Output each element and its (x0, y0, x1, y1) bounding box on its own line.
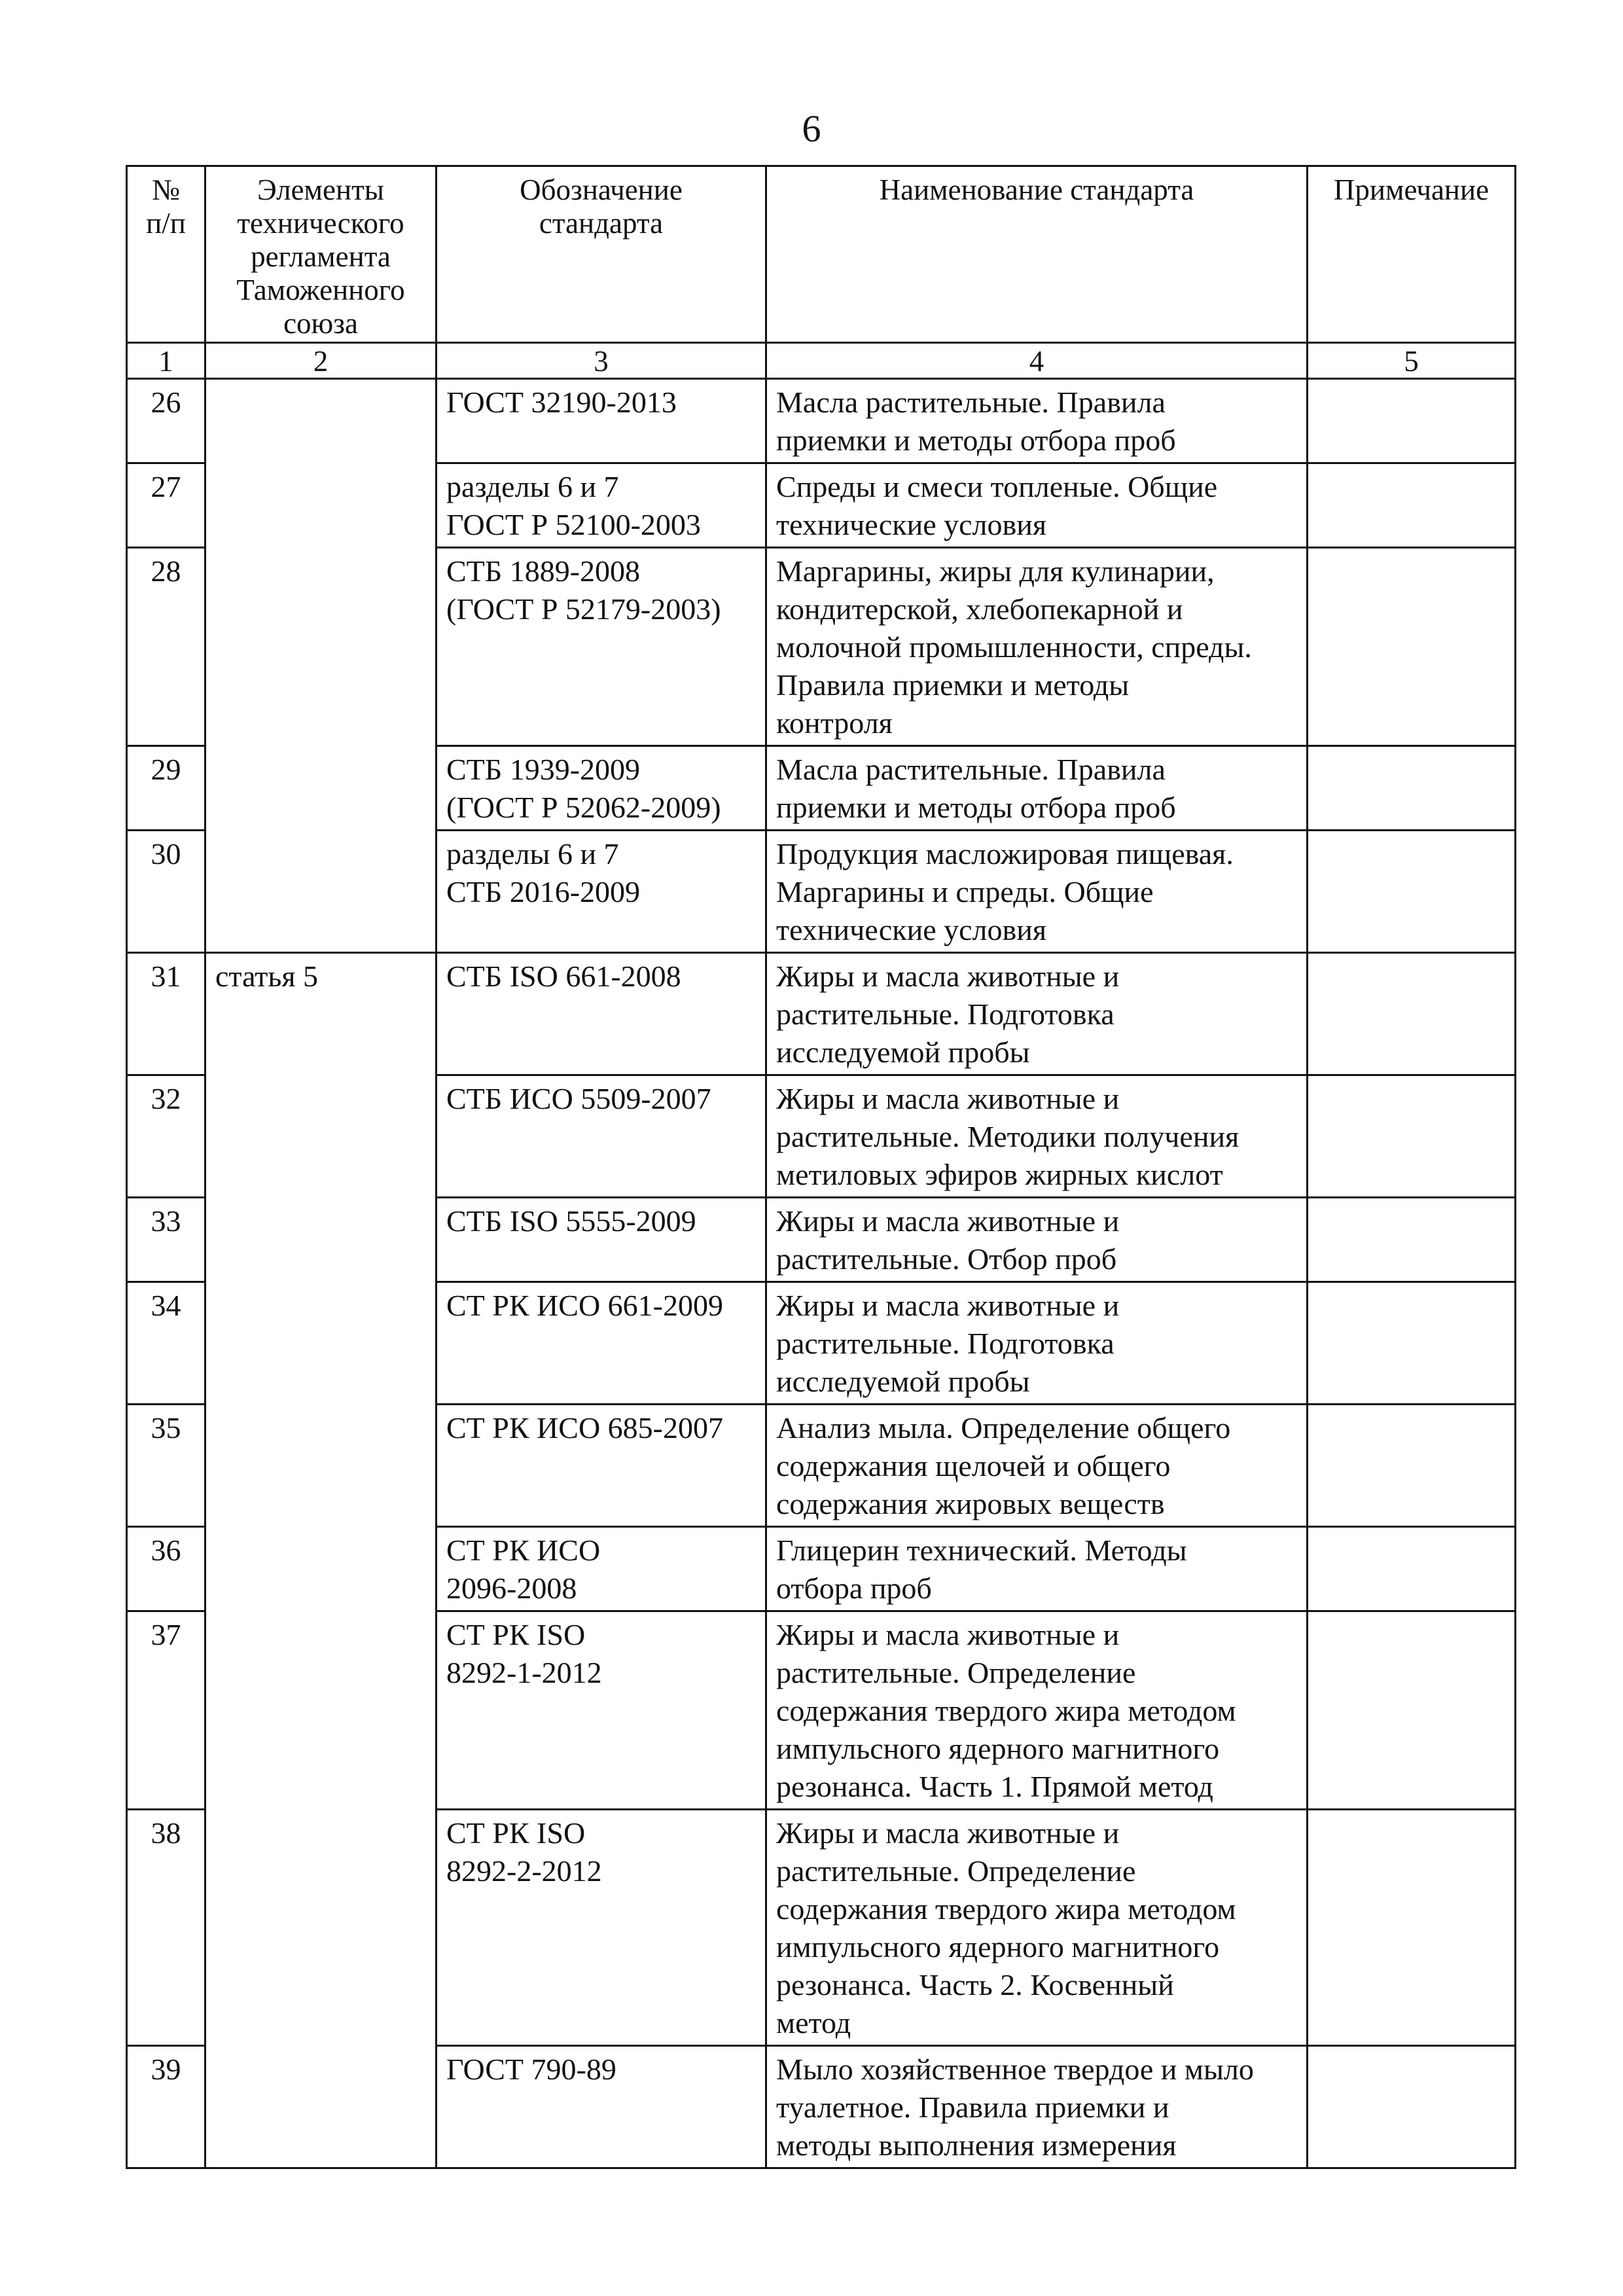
note (1308, 463, 1516, 548)
name-line: приемки и методы отбора проб (776, 423, 1176, 457)
regulation-element (205, 379, 437, 953)
note (1308, 1810, 1516, 2046)
note (1308, 1527, 1516, 1611)
header-line: Обозначение (520, 173, 683, 206)
standard-name (766, 463, 1308, 548)
name-line: туалетное. Правила приемки и (776, 2090, 1169, 2124)
designation-line: ГОСТ Р 52100-2003 (446, 508, 701, 541)
name-line: содержания твердого жира методом (776, 1694, 1236, 1727)
row-number: 31 (127, 953, 205, 1075)
name-line: импульсного ядерного магнитного (776, 1732, 1220, 1765)
name-line: приемки и методы отбора проб (776, 791, 1176, 824)
name-line: Продукция масложировая пищевая. (776, 837, 1234, 870)
header-note (1308, 166, 1516, 343)
name-line: импульсного ядерного магнитного (776, 1930, 1220, 1964)
header-regulation-elements (205, 166, 437, 343)
row-number: 30 (127, 831, 205, 953)
name-line: Масла растительные. Правила (776, 753, 1166, 786)
standard-designation (437, 746, 766, 831)
designation-line: 8292-1-2012 (446, 1656, 602, 1689)
designation-line: СТ РК ИСО (446, 1534, 601, 1567)
name-line: растительные. Методики получения (776, 1120, 1240, 1153)
name-line: растительные. Подготовка (776, 997, 1115, 1031)
designation-line: СТБ ISO 5555-2009 (446, 1204, 696, 1238)
note (1308, 379, 1516, 463)
name-line: Мыло хозяйственное твердое и мыло (776, 2053, 1254, 2086)
standard-name (766, 379, 1308, 463)
header-standard-designation (437, 166, 766, 343)
standard-name (766, 548, 1308, 746)
designation-line: СТБ 1939-2009 (446, 753, 641, 786)
name-line: растительные. Определение (776, 1854, 1136, 1888)
name-line: Жиры и масла животные и (776, 1816, 1120, 1850)
name-line: Глицерин технический. Методы (776, 1534, 1187, 1567)
designation-line: ГОСТ 790-89 (446, 2053, 616, 2086)
name-line: растительные. Определение (776, 1656, 1136, 1689)
designation-line: (ГОСТ Р 52179-2003) (446, 592, 721, 626)
standard-designation (437, 379, 766, 463)
note (1308, 1282, 1516, 1405)
standard-designation (437, 1810, 766, 2046)
note (1308, 1611, 1516, 1810)
standard-name (766, 953, 1308, 1075)
standard-name (766, 746, 1308, 831)
name-line: содержания жировых веществ (776, 1487, 1165, 1520)
name-line: растительные. Подготовка (776, 1327, 1115, 1360)
note (1308, 548, 1516, 746)
table-header-row (127, 166, 1516, 343)
row-number: 34 (127, 1282, 205, 1405)
name-line: методы выполнения измерения (776, 2128, 1177, 2162)
designation-line: (ГОСТ Р 52062-2009) (446, 791, 721, 824)
header-line: п/п (146, 207, 186, 240)
standard-designation (437, 2046, 766, 2168)
designation-line: 8292-2-2012 (446, 1854, 602, 1888)
standard-designation (437, 1198, 766, 1282)
name-line: растительные. Отбор проб (776, 1242, 1117, 1276)
standard-name (766, 1527, 1308, 1611)
standard-name (766, 1075, 1308, 1198)
name-line: Анализ мыла. Определение общего (776, 1411, 1231, 1444)
header-line: союза (283, 307, 358, 340)
name-line: Маргарины, жиры для кулинарии, (776, 554, 1215, 588)
note (1308, 2046, 1516, 2168)
name-line: Спреды и смеси топленые. Общие (776, 470, 1218, 503)
table-row (127, 379, 1516, 463)
standard-name (766, 831, 1308, 953)
designation-line: 2096-2008 (446, 1571, 577, 1605)
designation-line: СТ РК ISO (446, 1816, 586, 1850)
row-number: 39 (127, 2046, 205, 2168)
standard-name (766, 2046, 1308, 2168)
note (1308, 1075, 1516, 1198)
designation-line: СТБ ISO 661-2008 (446, 960, 681, 993)
column-numbers-row (127, 343, 1516, 379)
column-number: 4 (766, 343, 1308, 379)
note (1308, 1405, 1516, 1527)
designation-line: СТ РК ИСО 685-2007 (446, 1411, 723, 1444)
name-line: содержания твердого жира методом (776, 1892, 1236, 1926)
column-number: 1 (127, 343, 205, 379)
name-line: отбора проб (776, 1571, 932, 1605)
note (1308, 831, 1516, 953)
name-line: технические условия (776, 508, 1047, 541)
row-number: 27 (127, 463, 205, 548)
note (1308, 953, 1516, 1075)
standard-name (766, 1611, 1308, 1810)
designation-line: разделы 6 и 7 (446, 837, 619, 870)
standard-designation (437, 1282, 766, 1405)
header-line: стандарта (539, 207, 664, 240)
designation-line: СТБ 2016-2009 (446, 875, 641, 908)
name-line: Масла растительные. Правила (776, 386, 1166, 419)
standard-name (766, 1282, 1308, 1405)
name-line: кондитерской, хлебопекарной и (776, 592, 1183, 626)
designation-line: СТ РК ISO (446, 1618, 586, 1651)
row-number: 36 (127, 1527, 205, 1611)
row-number: 28 (127, 548, 205, 746)
name-line: резонанса. Часть 2. Косвенный (776, 1968, 1174, 2001)
note (1308, 746, 1516, 831)
name-line: резонанса. Часть 1. Прямой метод (776, 1770, 1213, 1803)
name-line: Жиры и масла животные и (776, 1289, 1120, 1322)
standards-table (126, 165, 1516, 2169)
designation-line: ГОСТ 32190-2013 (446, 386, 677, 419)
header-line: № (152, 173, 180, 206)
standard-designation (437, 463, 766, 548)
standard-name (766, 1198, 1308, 1282)
row-number: 32 (127, 1075, 205, 1198)
name-line: Маргарины и спреды. Общие (776, 875, 1154, 908)
column-number: 5 (1308, 343, 1516, 379)
standard-designation (437, 1405, 766, 1527)
header-line: Таможенного (236, 274, 405, 306)
name-line: контроля (776, 706, 893, 740)
row-number: 29 (127, 746, 205, 831)
standard-designation (437, 548, 766, 746)
row-number: 26 (127, 379, 205, 463)
note (1308, 1198, 1516, 1282)
name-line: Жиры и масла животные и (776, 960, 1120, 993)
standard-name (766, 1810, 1308, 2046)
name-line: технические условия (776, 913, 1047, 946)
column-number: 2 (205, 343, 437, 379)
name-line: Жиры и масла животные и (776, 1082, 1120, 1115)
row-number: 38 (127, 1810, 205, 2046)
name-line: Жиры и масла животные и (776, 1618, 1120, 1651)
standard-name (766, 1405, 1308, 1527)
header-line: Элементы (257, 173, 384, 206)
name-line: метод (776, 2006, 851, 2039)
name-line: метиловых эфиров жирных кислот (776, 1158, 1223, 1191)
name-line: молочной промышленности, спреды. (776, 630, 1252, 664)
name-line: Правила приемки и методы (776, 668, 1130, 702)
standard-designation (437, 953, 766, 1075)
table-body (127, 379, 1516, 2168)
header-line: технического (237, 207, 404, 240)
column-number: 3 (437, 343, 766, 379)
standard-designation (437, 1611, 766, 1810)
regulation-element: статья 5 (205, 953, 437, 2168)
name-line: содержания щелочей и общего (776, 1449, 1171, 1482)
header-row-number (127, 166, 205, 343)
standard-designation (437, 1527, 766, 1611)
designation-line: разделы 6 и 7 (446, 470, 619, 503)
header-line: Примечание (1333, 173, 1489, 206)
table-row (127, 953, 1516, 1075)
header-line: регламента (251, 240, 391, 273)
designation-line: СТБ 1889-2008 (446, 554, 641, 588)
standard-designation (437, 1075, 766, 1198)
page-number: 6 (802, 107, 821, 150)
row-number: 35 (127, 1405, 205, 1527)
name-line: исследуемой пробы (776, 1035, 1030, 1069)
row-number: 37 (127, 1611, 205, 1810)
name-line: Жиры и масла животные и (776, 1204, 1120, 1238)
header-standard-name (766, 166, 1308, 343)
row-number: 33 (127, 1198, 205, 1282)
name-line: исследуемой пробы (776, 1365, 1030, 1398)
designation-line: СТБ ИСО 5509-2007 (446, 1082, 711, 1115)
standard-designation (437, 831, 766, 953)
designation-line: СТ РК ИСО 661-2009 (446, 1289, 723, 1322)
header-line: Наименование стандарта (879, 173, 1194, 206)
